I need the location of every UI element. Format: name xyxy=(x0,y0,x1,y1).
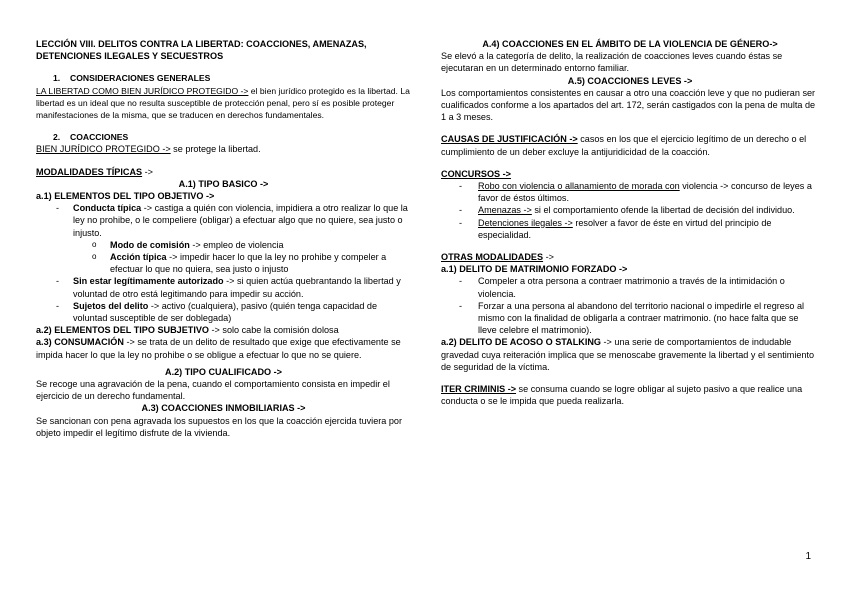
consumacion-text: -> se trata de un delito de resultado que exige que efectivamente se impida hacer lo que la ley no prohibe o se obligue a efectuar lo que no se quiere. xyxy=(36,337,401,360)
modo-lead: Modo de comisión xyxy=(110,239,190,250)
list-item-sujetos xyxy=(36,300,411,324)
acoso-text: -> una serie de comportamientos de indudable gravedad cuya reiteración implica que se menoscabe gravemente la libertad y el sentimiento de seguridad de la víctima. xyxy=(441,337,815,372)
coacciones-inmobiliarias-heading: A.3) COACCIONES INMOBILIARIAS -> xyxy=(141,403,306,414)
list-item-compeler xyxy=(441,275,819,299)
sujetos-lead: Sujetos del delito xyxy=(73,300,149,311)
matrimonio-forzado-heading: a.1) DELITO DE MATRIMONIO FORZADO -> xyxy=(441,264,628,275)
dash-bullet: - xyxy=(459,300,463,311)
concursos-heading: CONCURSOS -> xyxy=(441,168,511,179)
section-1-paragraph xyxy=(36,85,411,122)
dash-bullet: - xyxy=(56,203,60,214)
list-item-amenazas xyxy=(441,204,819,216)
lesson-title-line-1: LECCIÓN VIII. DELITOS CONTRA LA LIBERTAD: COACCIONES, AMENAZAS, xyxy=(36,39,367,49)
causas-justificacion-paragraph xyxy=(441,133,819,157)
tipo-cualificado-heading: A.2) TIPO CUALIFICADO -> xyxy=(165,366,282,377)
coacciones-leves-heading: A.5) COACCIONES LEVES -> xyxy=(567,75,693,86)
page-number: 1 xyxy=(805,551,811,562)
dash-bullet: - xyxy=(459,217,463,228)
tipo-subjetivo-text: -> solo cabe la comisión dolosa xyxy=(209,325,339,336)
amenazas-lead: Amenazas -> xyxy=(478,205,532,216)
sin-autorizacion-lead: Sin estar legítimamente autorizado xyxy=(73,276,224,287)
iter-criminis-text: se consuma cuando se logre obligar al sujeto pasivo a que realice una conducta o se le impida que pueda realizarla. xyxy=(441,384,803,407)
circle-bullet: o xyxy=(92,252,97,262)
causas-justificacion-text: casos en los que el ejercicio legítimo de un derecho o el cumplimiento de un deber excluye la antijuridicidad de la coacción. xyxy=(441,134,807,157)
section-1-lead: LA LIBERTAD COMO BIEN JURÍDICO PROTEGIDO -> xyxy=(36,85,249,96)
bien-juridico-text: se protege la libertad. xyxy=(170,144,261,155)
conducta-lead: Conducta típica xyxy=(73,203,142,214)
sin-autorizacion-text: -> si quien actúa quebrantando la libertad y voluntad de otro está legitimando para impedir su acción. xyxy=(73,276,401,299)
circle-bullet: o xyxy=(92,239,97,249)
iter-criminis-paragraph xyxy=(441,383,819,407)
lesson-title xyxy=(36,38,411,62)
dash-bullet: - xyxy=(459,181,463,192)
coacciones-bien-juridico xyxy=(36,143,411,155)
tipo-subjetivo-paragraph xyxy=(36,324,411,336)
section-2-heading xyxy=(36,131,411,143)
consumacion-lead: a.3) CONSUMACIÓN xyxy=(36,337,124,348)
section-2-title: COACCIONES xyxy=(70,132,129,143)
robo-lead: Robo con violencia o allanamiento de morada con xyxy=(478,181,680,192)
sublist-item-accion xyxy=(36,251,411,275)
list-item-sin-autorizacion xyxy=(36,275,411,299)
list-item-forzar xyxy=(441,300,819,337)
compeler-text: Compeler a otra persona a contraer matrimonio a través de la intimidación o violencia. xyxy=(478,276,785,299)
dash-bullet: - xyxy=(56,300,60,311)
section-1-text: el bien jurídico protegido es la libertad. La libertad es un ideal que no resulta susceptible de protección penal, pero sí es posible proteger manifestaciones de la misma, que se traducen en derechos fundamentales. xyxy=(36,85,410,121)
otras-modalidades-label: OTRAS MODALIDADES xyxy=(441,252,544,263)
section-1-title: CONSIDERACIONES GENERALES xyxy=(70,73,211,84)
violencia-genero-heading: A.4) COACCIONES EN EL ÁMBITO DE LA VIOLENCIA DE GÉNERO-> xyxy=(482,39,778,49)
acoso-lead: a.2) DELITO DE ACOSO O STALKING xyxy=(441,337,601,348)
acoso-paragraph xyxy=(441,336,819,373)
tipo-basico-heading: A.1) TIPO BASICO -> xyxy=(178,178,269,189)
sujetos-text: -> activo (cualquiera), pasivo (quién tenga capacidad de voluntad susceptible de ser doblegada) xyxy=(73,300,378,324)
modo-text: -> empleo de violencia xyxy=(189,239,284,250)
dash-bullet: - xyxy=(459,205,463,216)
accion-text: -> impedir hacer lo que la ley no prohibe y compeler a efectuar lo que no quiera, sea justo o injusto xyxy=(110,252,387,275)
tipo-cualificado-text: Se recoge una agravación de la pena, cuando el comportamiento consista en impedir el ejercicio de un derecho fundamental. xyxy=(36,379,390,402)
detenciones-lead: Detenciones ilegales -> xyxy=(478,217,573,228)
coacciones-leves-text: Los comportamientos consistentes en causar a otro una coacción leve y que no pudieran ser cualificados conforme a los apartados del art. 172, serán castigados con la pena de multa de 1 a 3 meses. xyxy=(441,87,816,123)
list-item-robo xyxy=(441,180,819,204)
right-column xyxy=(441,38,819,407)
coacciones-inmobiliarias-text: Se sancionan con pena agravada los supuestos en los que la coacción ejercida tuviera por objeto impedir el legítimo disfrute de la vivienda. xyxy=(36,415,403,438)
modalidades-arrow: -> xyxy=(142,166,153,177)
tipo-subjetivo-lead: a.2) ELEMENTOS DEL TIPO SUBJETIVO xyxy=(36,325,209,336)
left-column xyxy=(36,38,411,439)
conducta-text: -> castiga a quién con violencia, impidiera a otro realizar lo que la ley no prohibe, o le compeliere (obligar) a efectuar algo que no quiere, sea justo o injusto. xyxy=(73,203,408,238)
modalidades-heading xyxy=(36,166,411,178)
list-item-conducta xyxy=(36,202,411,239)
bien-juridico-lead: BIEN JURÍDICO PROTEGIDO -> xyxy=(36,144,171,155)
otras-modalidades-arrow: -> xyxy=(543,252,554,263)
detenciones-text: resolver a favor de éste en virtud del principio de especialidad. xyxy=(478,217,772,240)
causas-justificacion-lead: CAUSAS DE JUSTIFICACIÓN -> xyxy=(441,134,578,145)
modalidades-label: MODALIDADES TÍPICAS xyxy=(36,166,143,177)
iter-criminis-lead: ITER CRIMINIS -> xyxy=(441,384,517,395)
lesson-title-line-2: DETENCIONES ILEGALES Y SECUESTROS xyxy=(36,51,224,62)
dash-bullet: - xyxy=(459,276,463,287)
violencia-genero-text: Se elevó a la categoría de delito, la realización de coacciones leves cuando éstas se ejecutaran en un determinado entorno familiar. xyxy=(441,51,783,74)
dash-bullet: - xyxy=(56,276,60,287)
consumacion-paragraph xyxy=(36,336,411,360)
section-2-number: 2. xyxy=(53,132,61,143)
otras-modalidades-heading xyxy=(441,251,819,263)
section-1-number: 1. xyxy=(53,73,61,84)
amenazas-text: si el comportamiento ofende la libertad de decisión del individuo. xyxy=(531,205,795,216)
section-1-heading xyxy=(36,72,411,84)
tipo-objetivo-heading: a.1) ELEMENTOS DEL TIPO OBJETIVO -> xyxy=(36,191,215,202)
accion-lead: Acción típica xyxy=(110,252,167,263)
forzar-text: Forzar a una persona al abandono del territorio nacional o impedirle el regreso al mismo con la finalidad de obligarla a contraer matrimonio. (no hace falta que se lleve celebre el matrimonio). xyxy=(478,300,805,336)
robo-text: violencia -> concurso de leyes a favor de éstos últimos. xyxy=(478,181,812,204)
list-item-detenciones xyxy=(441,217,819,241)
sublist-item-modo xyxy=(36,239,411,251)
